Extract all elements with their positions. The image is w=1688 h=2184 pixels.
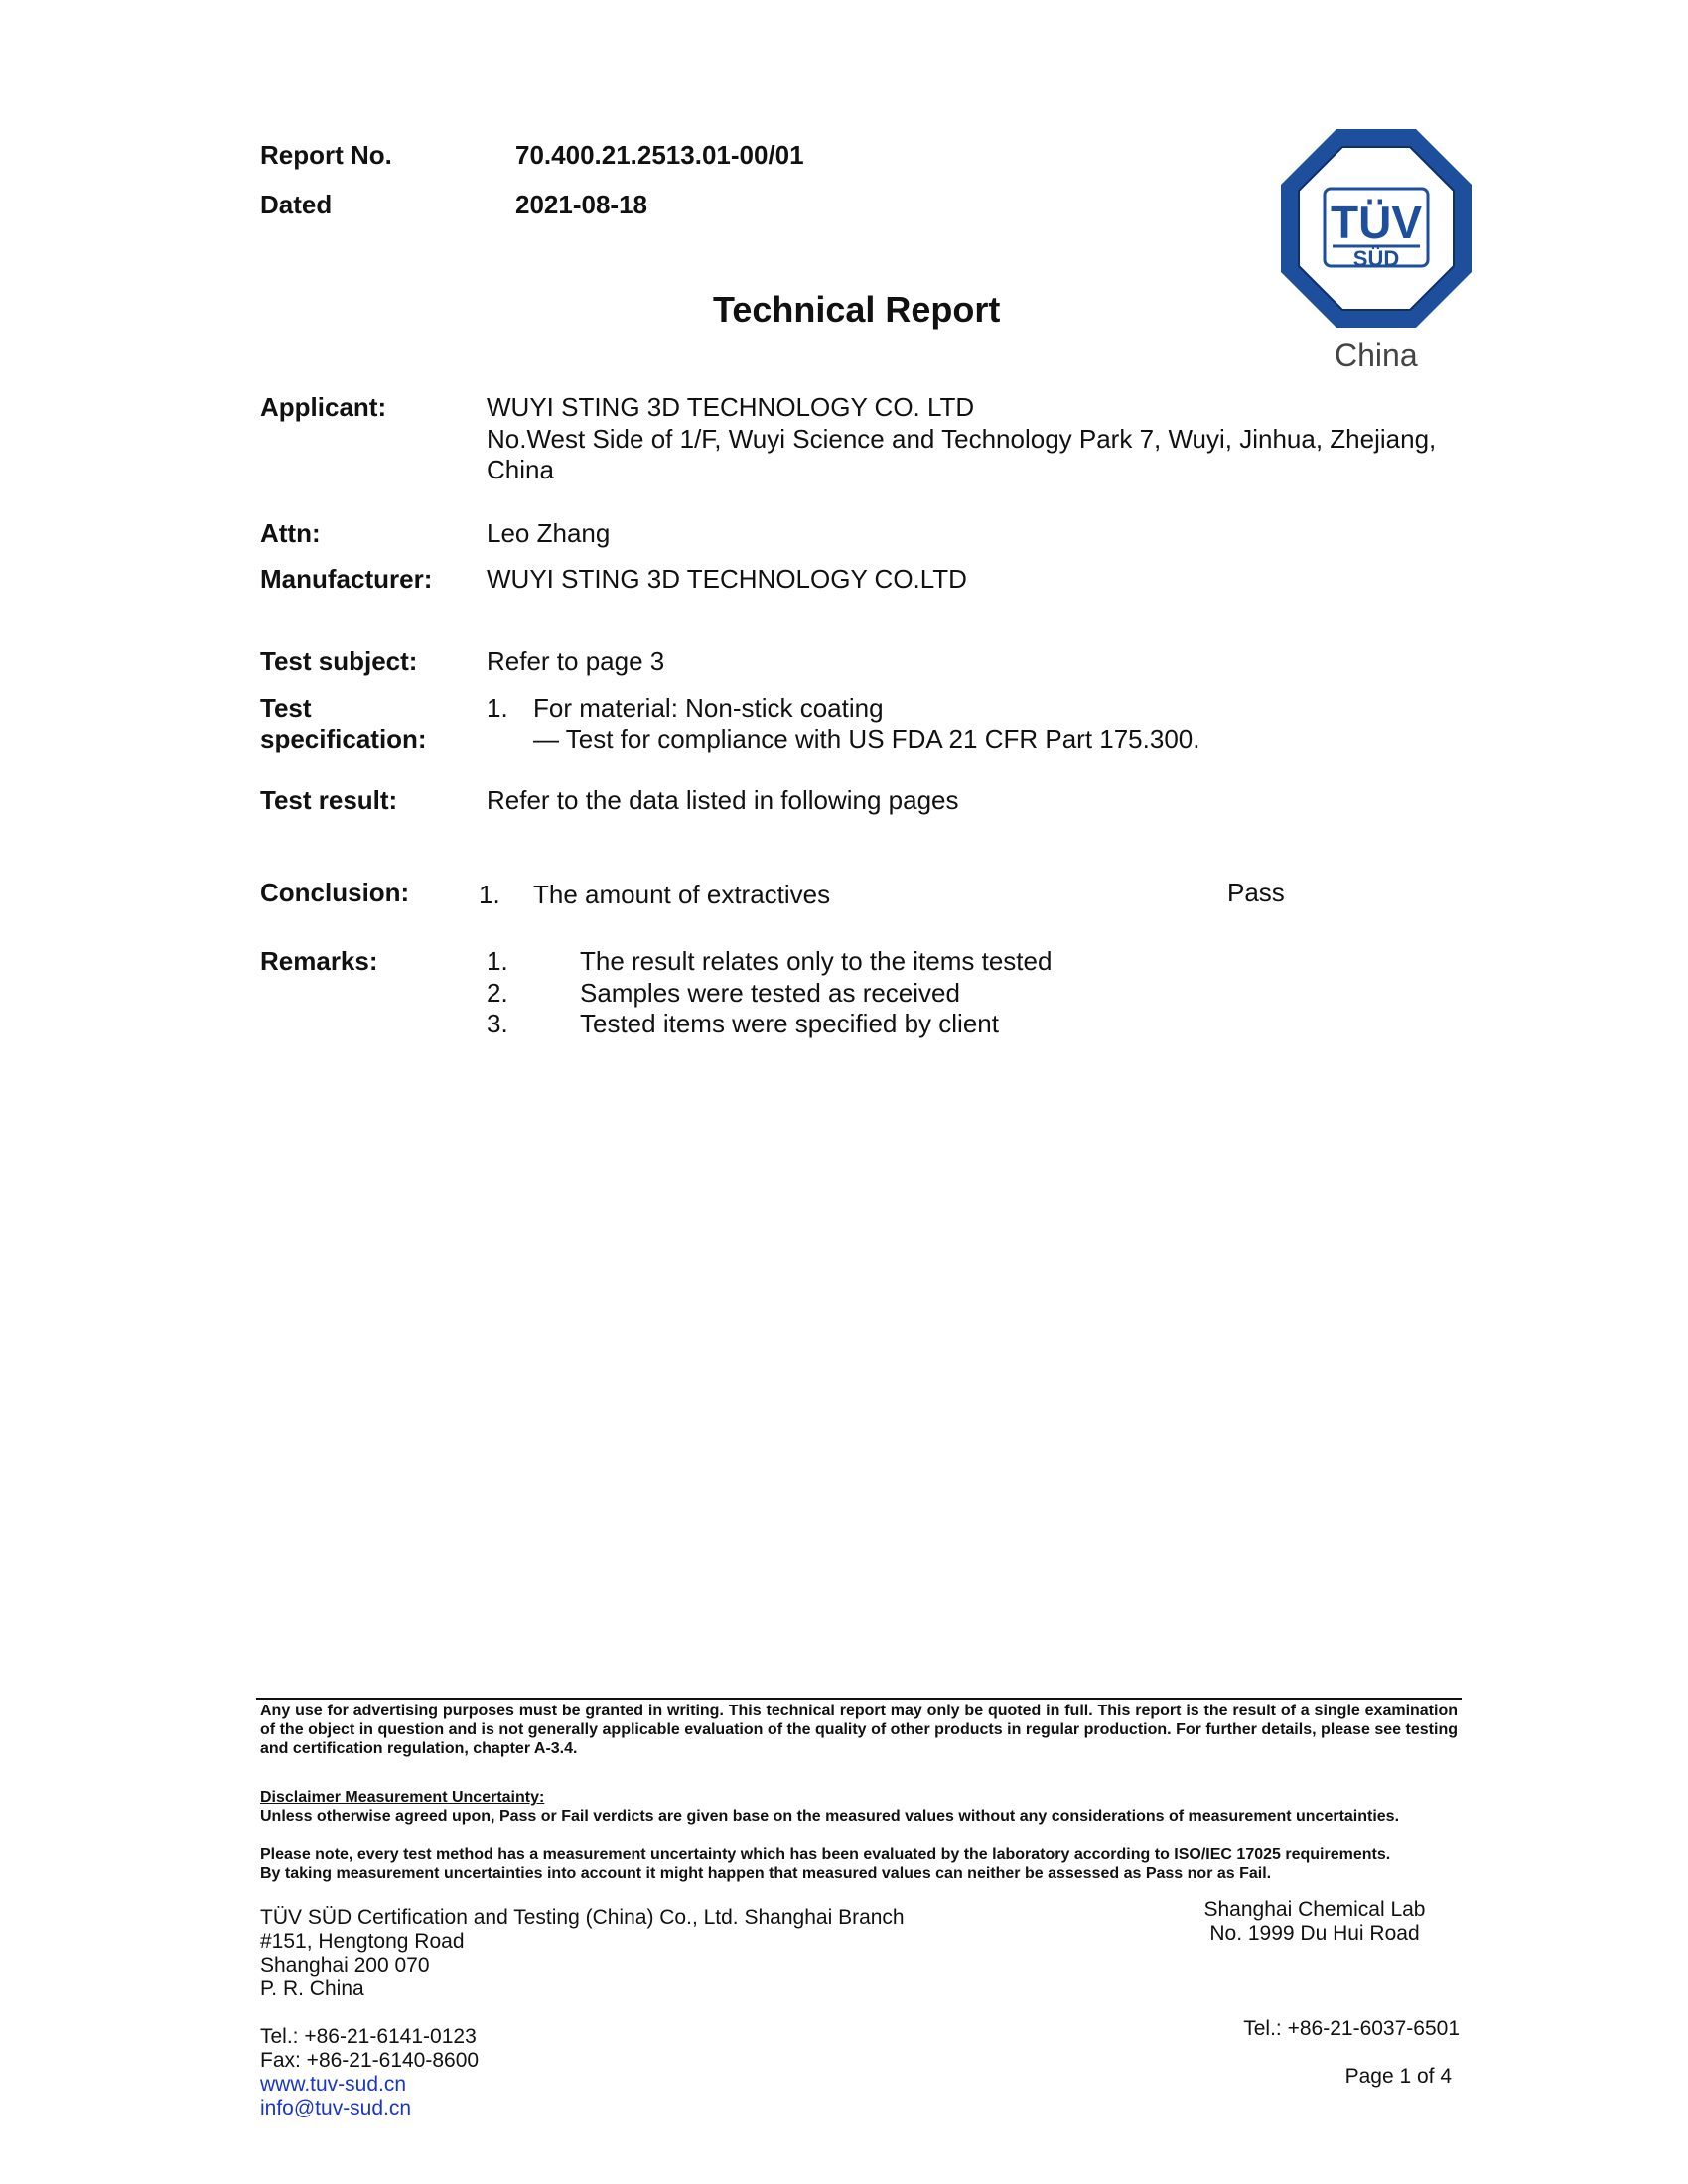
test-spec-line1: For material: Non-stick coating [533,693,884,723]
page-number: Page 1 of 4 [1344,2065,1452,2088]
email-link[interactable]: info@tuv-sud.cn [260,2097,412,2119]
applicant-name: WUYI STING 3D TECHNOLOGY CO. LTD [487,392,975,422]
applicant-address-line2: China [487,455,554,484]
logo-brand-top: TÜV [1331,197,1422,248]
test-spec-number: 1. [487,693,508,723]
attn-value: Leo Zhang [487,518,611,548]
test-spec-line2: — Test for compliance with US FDA 21 CFR Part 175.300. [533,724,1200,753]
lab-tel: Tel.: +86-21-6037-6501 [1243,2017,1460,2040]
test-spec-label-line1: Test [260,693,312,723]
dated-value: 2021-08-18 [515,190,647,219]
remark-number: 2. [487,978,508,1008]
company-country: P. R. China [260,1978,364,2000]
company-tel: Tel.: +86-21-6141-0123 [260,2025,477,2048]
test-spec-label-line2: specification: [260,724,427,753]
company-street: #151, Hengtong Road [260,1930,465,1953]
manufacturer-value: WUYI STING 3D TECHNOLOGY CO.LTD [487,564,967,594]
conclusion-verdict: Pass [1227,878,1285,907]
remark-text: Samples were tested as received [580,978,960,1008]
remark-number: 3. [487,1009,508,1038]
conclusion-label: Conclusion: [260,878,410,907]
conclusion-item: The amount of extractives [533,880,831,909]
report-no-label: Report No. [260,140,392,170]
company-fax: Fax: +86-21-6140-8600 [260,2049,480,2072]
logo-brand-bottom: SÜD [1352,246,1400,271]
attn-label: Attn: [260,518,321,548]
conclusion-number: 1. [479,880,500,909]
applicant-label: Applicant: [260,392,387,422]
report-no-value: 70.400.21.2513.01-00/01 [515,140,804,170]
footer-notice: Any use for advertising purposes must be granted in writing. This technical report may only be quoted in full. This report is the result of a single examination of the object in question and is not generally applicable evaluation of the quality of other products in regular production. For further details, please see testing and certification regulation, chapter A-3.4. [260,1703,1458,1757]
remark-text: The result relates only to the items tested [580,946,1053,976]
applicant-address-line1: No.West Side of 1/F, Wuyi Science and Technology Park 7, Wuyi, Jinhua, Zhejiang, [487,424,1437,454]
remarks-label: Remarks: [260,946,378,976]
remark-number: 1. [487,946,508,976]
disclaimer-text-3: By taking measurement uncertainties into account it might happen that measured values can neither be assessed as Pass nor as Fail. [260,1865,1272,1882]
page-title: Technical Report [713,289,1001,330]
test-subject-value: Refer to page 3 [487,646,665,676]
test-result-value: Refer to the data listed in following pages [487,785,959,815]
company-city: Shanghai 200 070 [260,1954,430,1977]
tuv-octagon-icon [1279,127,1474,336]
footer-divider [256,1698,1462,1700]
lab-name: Shanghai Chemical Lab [1203,1898,1426,1921]
test-result-label: Test result: [260,785,398,815]
remark-text: Tested items were specified by client [580,1009,999,1038]
test-subject-label: Test subject: [260,646,418,676]
lab-street: No. 1999 Du Hui Road [1209,1922,1420,1945]
dated-label: Dated [260,190,333,219]
disclaimer-text-1: Unless otherwise agreed upon, Pass or Fail verdicts are given base on the measured values without any considerations of measurement uncertainties. [260,1808,1400,1825]
disclaimer-title: Disclaimer Measurement Uncertainty: [260,1789,545,1806]
website-link[interactable]: www.tuv-sud.cn [260,2073,407,2096]
manufacturer-label: Manufacturer: [260,564,433,594]
disclaimer-text-2: Please note, every test method has a measurement uncertainty which has been evaluated by the laboratory according to ISO/IEC 17025 requirements. [260,1846,1391,1863]
company-name: TÜV SÜD Certification and Testing (China) Co., Ltd. Shanghai Branch [260,1906,905,1929]
logo-region: China [1335,338,1418,373]
tuv-sud-logo [1279,127,1474,385]
